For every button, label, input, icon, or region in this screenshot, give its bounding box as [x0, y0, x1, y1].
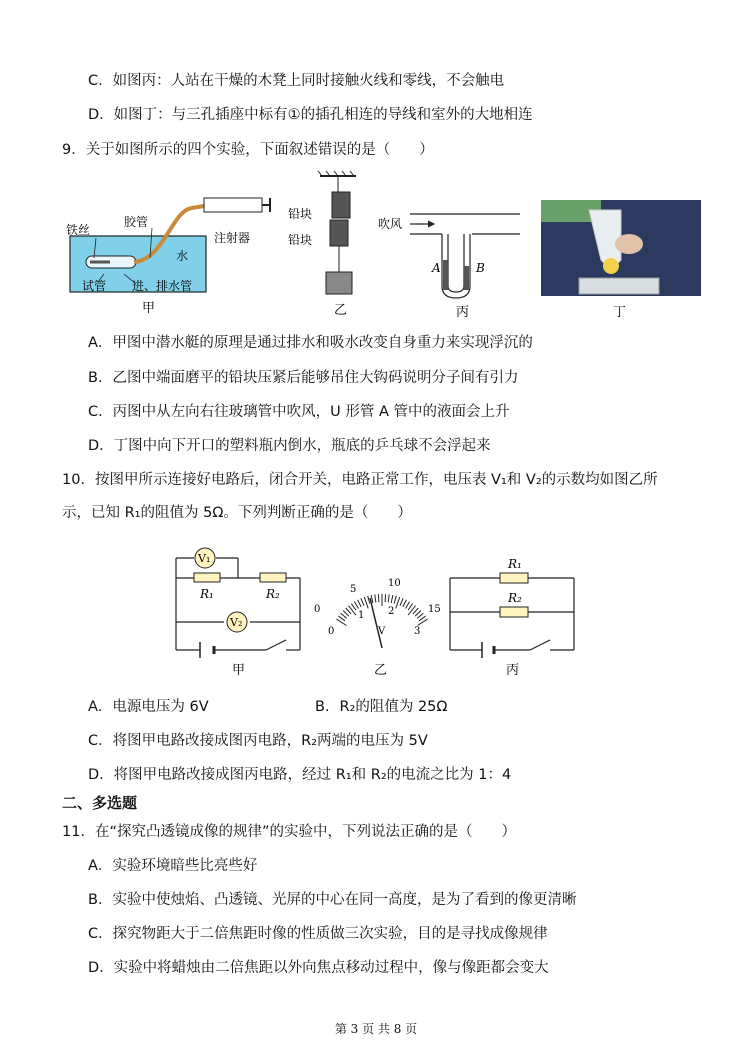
dial-tick: [346, 608, 351, 614]
dial-tick: [408, 606, 415, 615]
caption-jia: 甲: [142, 301, 156, 316]
q10-option-b: B．R₂的阻值为 25Ω: [315, 699, 448, 715]
caption-ding: 丁: [613, 305, 627, 320]
caption-bing: 丙: [456, 305, 470, 320]
label-water: 水: [176, 249, 189, 263]
caption-yi: 乙: [374, 663, 388, 678]
water-basin: [579, 278, 659, 294]
q10-figure-jia: [170, 538, 310, 678]
hook-weight: [326, 272, 352, 294]
resistor-r2: [500, 607, 528, 617]
label-test-tube: 试管: [82, 279, 107, 293]
caption-bing: 丙: [506, 663, 520, 678]
label-tie-si: 铁丝: [66, 223, 91, 237]
q9-option-a: A．甲图中潜水艇的原理是通过排水和吸水改变自身重力来实现浮沉的: [88, 335, 533, 351]
dial-tick: [361, 598, 364, 605]
q10-figure-bing: [444, 550, 584, 678]
bottom-scale-2: 2: [388, 606, 395, 617]
dial-tick: [391, 595, 393, 603]
r1-label: R₁: [508, 557, 522, 571]
label-lead-2: 铅块: [288, 233, 313, 247]
dial-tick: [400, 598, 403, 605]
label-a: A: [432, 261, 441, 275]
q9-option-b: B．乙图中端面磨平的铅块压紧后能够吊住大钩码说明分子间有引力: [88, 370, 519, 386]
dial-tick: [419, 616, 425, 621]
dial-tick: [405, 602, 409, 609]
dial-tick: [385, 594, 386, 602]
dial-tick: [413, 608, 418, 614]
q9-figure-ding: [541, 200, 701, 320]
q10-stem-line1: 10．按图甲所示连接好电路后，闭合开关，电路正常工作，电压表 V₁和 V₂的示数均如图乙所: [62, 472, 658, 488]
dial-tick: [364, 597, 368, 608]
lead-block-bottom: [330, 220, 348, 246]
q9-option-c: C．丙图中从左向右往玻璃管中吹风，U 形管 A 管中的液面会上升: [88, 404, 510, 420]
dial-ticks: [336, 594, 427, 625]
q9-figure-jia: [64, 190, 274, 320]
bottom-scale-3: 3: [414, 626, 421, 637]
q10-option-a: A．电源电压为 6V: [88, 699, 209, 715]
v2-label: V₂: [230, 616, 243, 629]
q11-option-c: C．探究物距大于二倍焦距时像的性质做三次实验，目的是寻找成像规律: [88, 926, 548, 942]
label-b: B: [476, 261, 485, 275]
q11-option-a: A．实验环境暗些比亮些好: [88, 858, 258, 874]
dial-tick: [348, 606, 355, 615]
dial-tick: [378, 594, 379, 602]
unit-v: V: [378, 626, 386, 637]
top-scale-10: 10: [388, 578, 401, 589]
section-heading: 二、多选题: [62, 794, 138, 812]
r2-label: R₂: [266, 587, 280, 601]
dial-pointer: [370, 598, 382, 648]
q9-figure-yi: [284, 170, 364, 320]
q11-option-b: B．实验中使烛焰、凸透镜、光屏的中心在同一高度，是为了看到的像更清晰: [88, 892, 577, 908]
dial-tick: [351, 604, 356, 611]
dial-tick: [408, 604, 413, 611]
dial-tick: [368, 596, 370, 604]
top-scale-0: 0: [314, 604, 321, 615]
resistor-r1: [194, 573, 220, 582]
ping-pong-ball: [603, 258, 619, 274]
dial-tick: [375, 594, 376, 602]
dial-tick: [343, 611, 349, 617]
label-pipe: 进、排水管: [132, 279, 193, 293]
syringe: [204, 198, 262, 212]
bottom-scale-1: 1: [358, 610, 365, 621]
lead-block-top: [332, 192, 350, 218]
q8-option-d: D．如图丁：与三孔插座中标有①的插孔相连的导线和室外的大地相连: [88, 107, 533, 123]
dial-tick: [417, 619, 427, 625]
label-lead-1: 铅块: [288, 207, 313, 221]
q10-option-d: D．将图甲电路改接成图丙电路，经过 R₁和 R₂的电流之比为 1：4: [88, 767, 512, 783]
dial-tick: [415, 611, 421, 617]
label-zhu-she-qi: 注射器: [214, 231, 251, 245]
dial-tick: [388, 594, 389, 602]
r1-label: R₁: [200, 587, 214, 601]
q10-figure-yi: [312, 568, 452, 678]
q10-stem-line2: 示，已知 R₁的阻值为 5Ω。下列判断正确的是（ ）: [62, 505, 412, 521]
label-jiao-guan: 胶管: [124, 215, 149, 229]
q10-option-c: C．将图甲电路改接成图丙电路，R₂两端的电压为 5V: [88, 733, 428, 749]
dial-tick: [358, 600, 362, 607]
q8-option-c: C．如图丙：人站在干燥的木凳上同时接触火线和零线，不会触电: [88, 73, 505, 89]
q9-option-d: D．丁图中向下开口的塑料瓶内倒水，瓶底的乒乓球不会浮起来: [88, 438, 491, 454]
hand: [615, 234, 643, 254]
label-blow: 吹风: [378, 217, 403, 231]
dial-tick: [354, 602, 358, 609]
resistor-r1: [500, 573, 528, 583]
caption-jia: 甲: [232, 663, 246, 678]
dial-tick: [338, 616, 344, 621]
top-scale-15: 15: [428, 604, 441, 615]
dial-tick: [336, 619, 346, 625]
v1-label: V₁: [198, 552, 211, 565]
page-footer: 第 3 页 共 8 页: [334, 1022, 418, 1036]
dial-tick: [403, 600, 407, 607]
caption-yi: 乙: [334, 303, 348, 318]
r2-label: R₂: [508, 591, 522, 605]
q9-stem: 9．关于如图所示的四个实验，下面叙述错误的是（ ）: [62, 142, 434, 158]
bottom-scale-0: 0: [328, 626, 335, 637]
dial-tick: [396, 597, 400, 608]
top-scale-5: 5: [350, 584, 357, 595]
dial-tick: [341, 613, 347, 618]
q9-figure-bing: [376, 200, 526, 320]
q11-stem: 11．在“探究凸透镜成像的规律”的实验中，下列说法正确的是（ ）: [62, 824, 516, 840]
dial-tick: [394, 596, 396, 604]
dial-tick: [417, 613, 423, 618]
resistor-r2: [260, 573, 286, 582]
q11-option-d: D．实验中将蜡烛由二倍焦距以外向焦点移动过程中，像与像距都会变大: [88, 960, 549, 976]
